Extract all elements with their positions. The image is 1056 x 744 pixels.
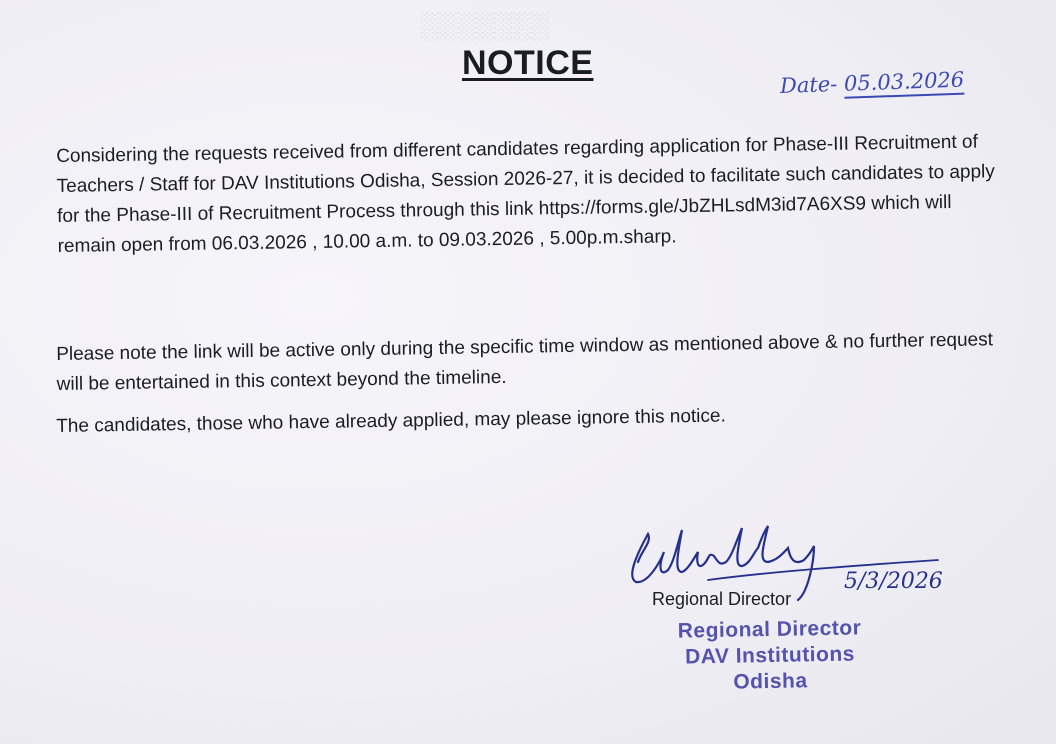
office-stamp <box>669 615 870 696</box>
stamp-line-2: DAV Institutions <box>684 642 856 669</box>
notice-paragraph-3: The candidates, those who have already applied, may please ignore this notice. <box>56 405 726 437</box>
signatory-role: Regional Director <box>652 589 792 609</box>
date-label: Date- <box>779 72 838 98</box>
signature-date: 5/3/2026 <box>844 569 943 594</box>
notice-paragraph-2: Please note the link will be active only during the specific time window as mentioned above & no further request will be entertained in this context beyond the timeline. <box>56 329 994 395</box>
stamp-line-3: Odisha <box>733 669 808 694</box>
date-value: 05.03.2026 <box>844 68 965 99</box>
handwritten-date <box>780 68 965 98</box>
notice-title: NOTICE <box>462 44 594 82</box>
notice-paragraph-1: Considering the requests received from different candidates regarding application for Phase-III Recruitment of Teachers / Staff for DAV Institutions Odisha, Session 2026-27, it is decided to facilitate such candidates to apply for the Phase-III of Recruitment Process through this link https://forms.gle/JbZHLsdM3id7A6XS9 which will remain open from 06.03.2026 , 10.00 a.m. to 09.03.2026 , 5.00p.m.sharp. <box>56 131 995 257</box>
bleed-through-text: ░░░░░░░ <box>420 10 549 40</box>
stamp-line-1: Regional Director <box>677 616 862 643</box>
